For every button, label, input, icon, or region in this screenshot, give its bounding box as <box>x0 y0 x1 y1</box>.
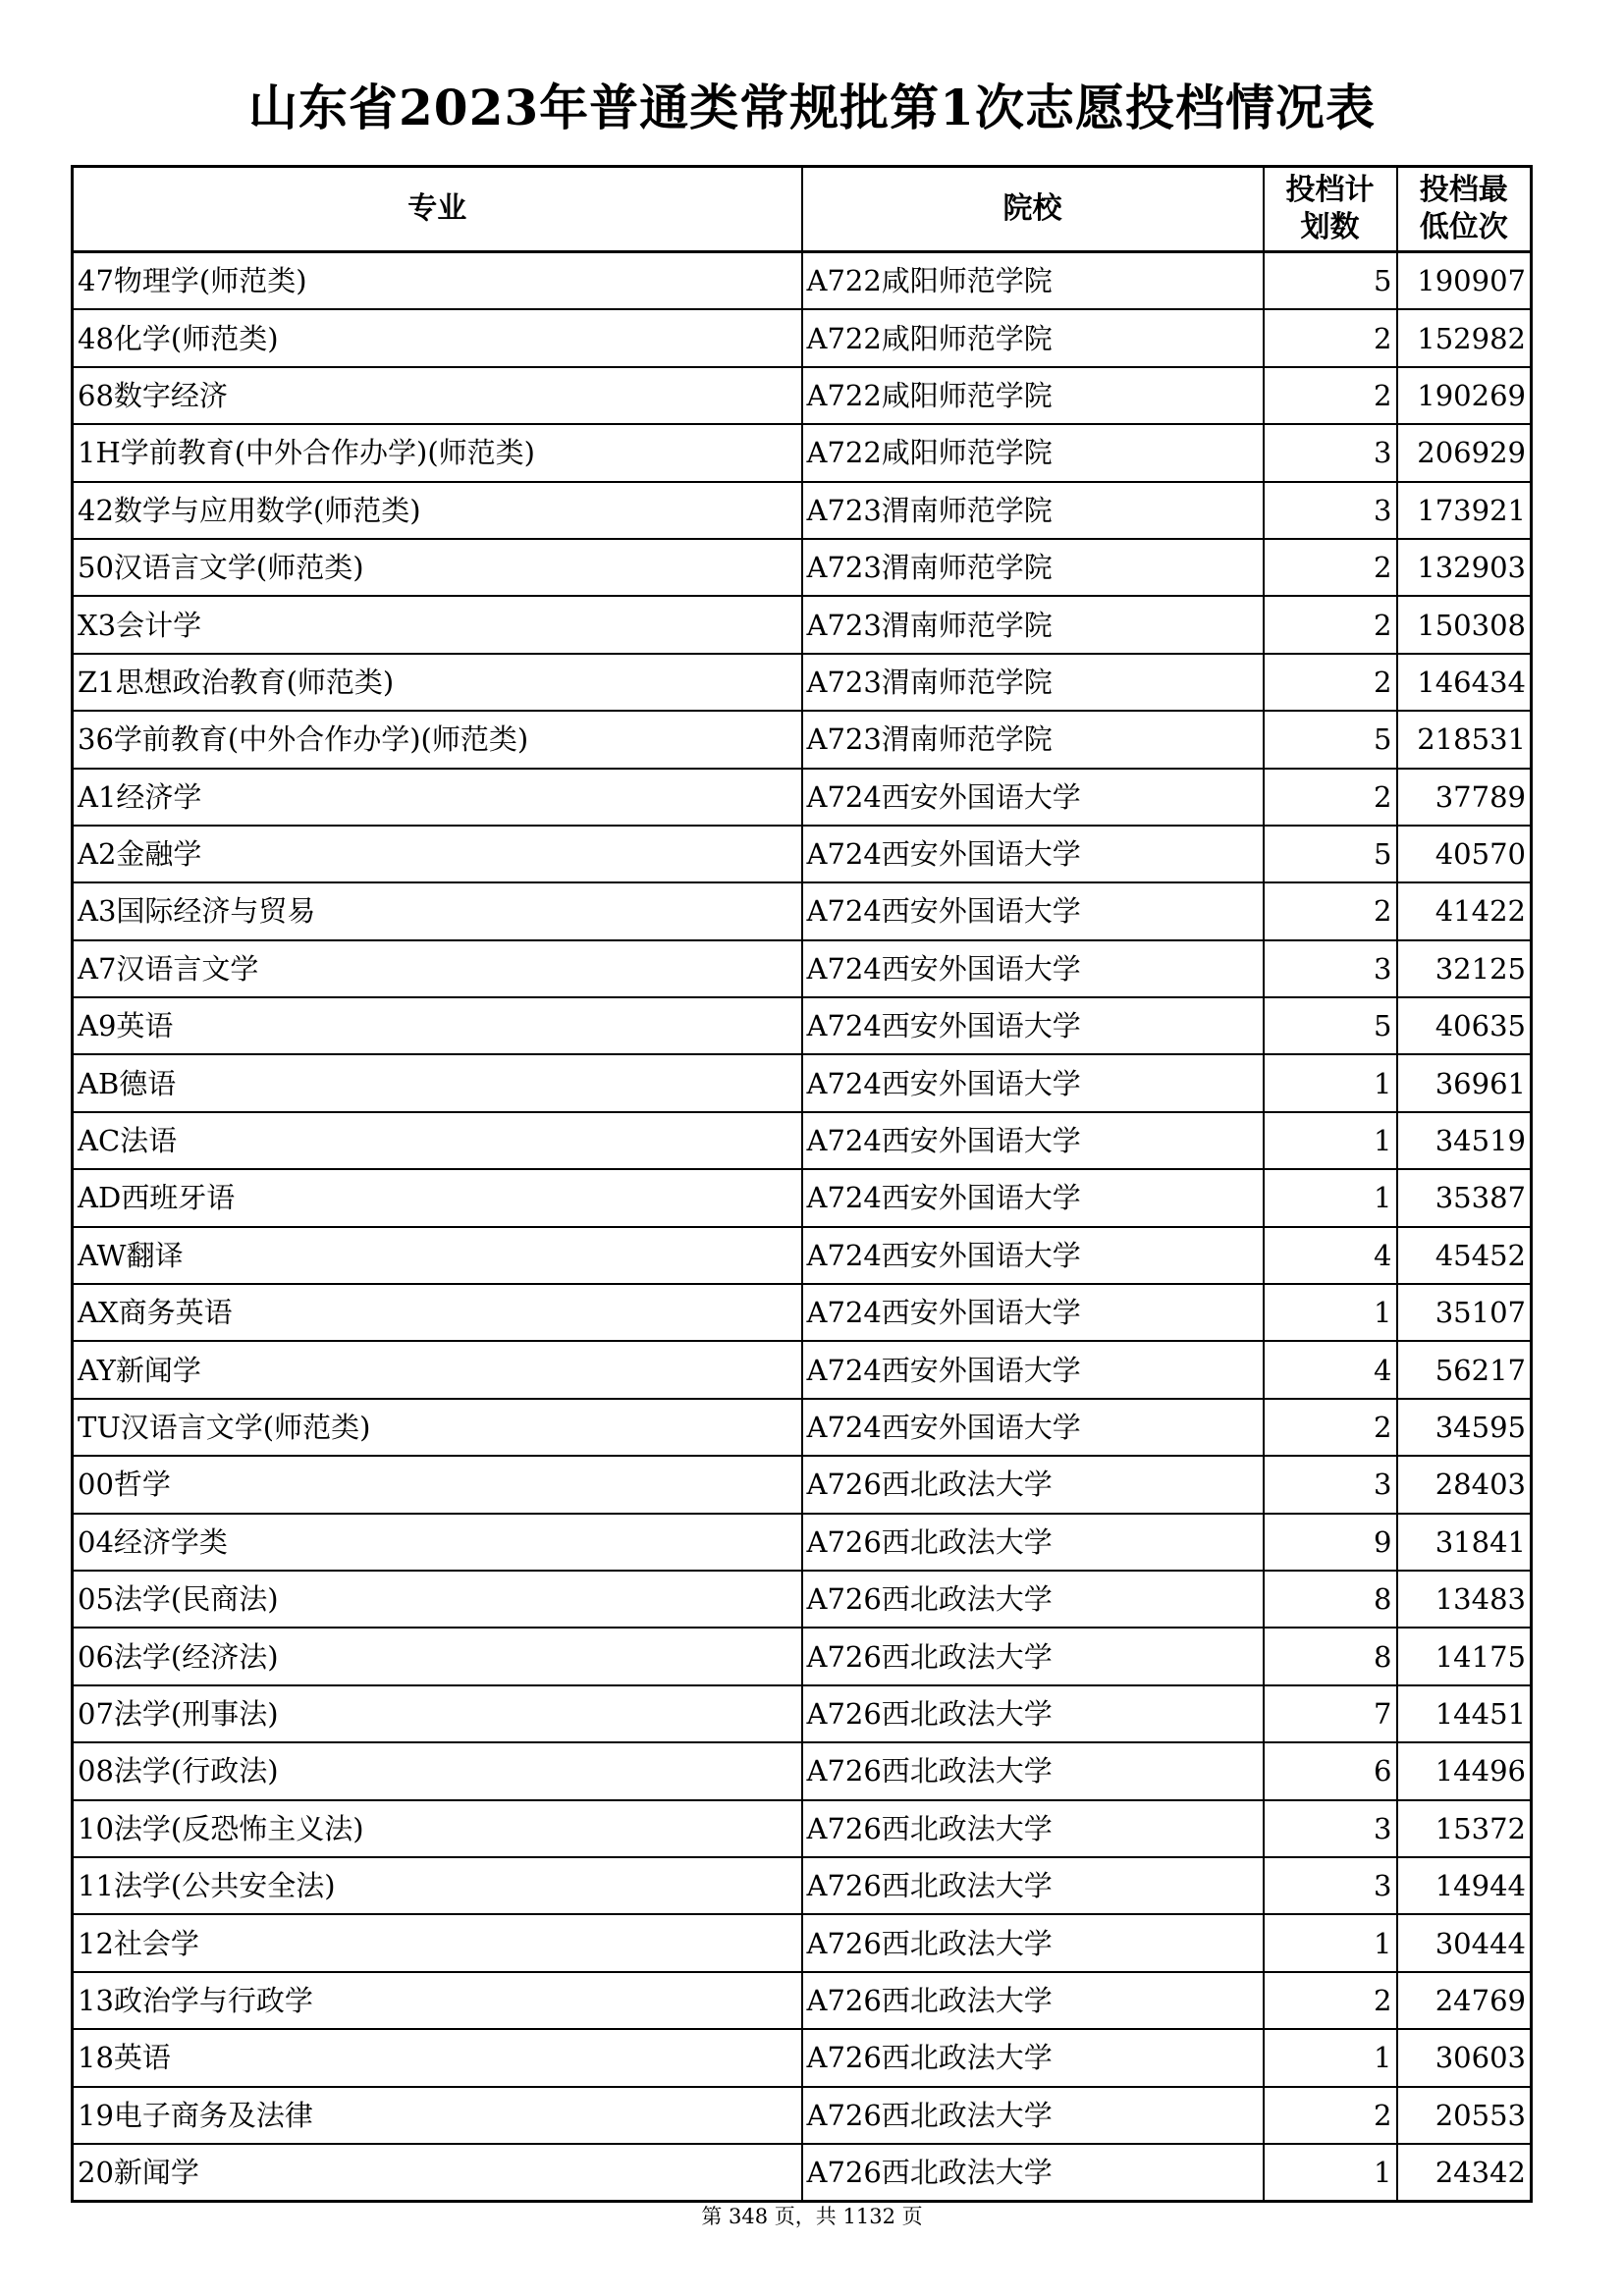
min-rank-cell: 35387 <box>1397 1169 1532 1226</box>
header-min-rank <box>1397 167 1532 252</box>
table-row <box>73 1800 1532 1857</box>
min-rank-cell: 31841 <box>1397 1514 1532 1571</box>
table-row <box>73 1169 1532 1226</box>
header-row <box>73 167 1532 252</box>
school-cell: A724西安外国语大学 <box>802 1227 1264 1284</box>
table-row <box>73 1571 1532 1628</box>
min-rank-cell: 36961 <box>1397 1054 1532 1111</box>
plan-count-cell: 3 <box>1264 482 1397 539</box>
school-cell: A723渭南师范学院 <box>802 482 1264 539</box>
header-rank-line2: 低位次 <box>1419 210 1508 244</box>
min-rank-cell: 14175 <box>1397 1628 1532 1684</box>
major-cell: 12社会学 <box>73 1914 802 1971</box>
plan-count-cell: 2 <box>1264 596 1397 653</box>
min-rank-cell: 28403 <box>1397 1456 1532 1513</box>
plan-count-cell: 2 <box>1264 539 1397 596</box>
plan-count-cell: 4 <box>1264 1341 1397 1398</box>
table-row <box>73 539 1532 596</box>
school-cell: A726西北政法大学 <box>802 1514 1264 1571</box>
plan-count-cell: 3 <box>1264 1857 1397 1914</box>
school-cell: A724西安外国语大学 <box>802 997 1264 1054</box>
plan-count-cell: 1 <box>1264 2029 1397 2086</box>
min-rank-cell: 30444 <box>1397 1914 1532 1971</box>
min-rank-cell: 40570 <box>1397 826 1532 882</box>
major-cell: AX商务英语 <box>73 1284 802 1341</box>
major-cell: 10法学(反恐怖主义法) <box>73 1800 802 1857</box>
header-major: 专业 <box>73 167 802 252</box>
table-row <box>73 482 1532 539</box>
table-row <box>73 1112 1532 1169</box>
min-rank-cell: 24342 <box>1397 2144 1532 2202</box>
major-cell: AB德语 <box>73 1054 802 1111</box>
page-footer: 第 348 页，共 1132 页 <box>701 2205 923 2228</box>
plan-count-cell: 5 <box>1264 711 1397 768</box>
page-title: 山东省2023年普通类常规批第1次志愿投档情况表 <box>248 79 1376 136</box>
header-plan-line1: 投档计 <box>1285 173 1375 207</box>
min-rank-cell: 35107 <box>1397 1284 1532 1341</box>
min-rank-cell: 14451 <box>1397 1685 1532 1742</box>
plan-count-cell: 2 <box>1264 1399 1397 1456</box>
plan-count-cell: 1 <box>1264 1914 1397 1971</box>
table-row <box>73 940 1532 997</box>
min-rank-cell: 173921 <box>1397 482 1532 539</box>
min-rank-cell: 132903 <box>1397 539 1532 596</box>
major-cell: A3国际经济与贸易 <box>73 882 802 939</box>
table-row <box>73 711 1532 768</box>
min-rank-cell: 34595 <box>1397 1399 1532 1456</box>
school-cell: A726西北政法大学 <box>802 1628 1264 1684</box>
header-plan-line2: 划数 <box>1300 210 1360 244</box>
table-row <box>73 252 1532 310</box>
min-rank-cell: 190269 <box>1397 367 1532 424</box>
major-cell: 47物理学(师范类) <box>73 252 802 310</box>
major-cell: A1经济学 <box>73 769 802 826</box>
plan-count-cell: 7 <box>1264 1685 1397 1742</box>
major-cell: 50汉语言文学(师范类) <box>73 539 802 596</box>
plan-count-cell: 8 <box>1264 1628 1397 1684</box>
table-row <box>73 1227 1532 1284</box>
school-cell: A726西北政法大学 <box>802 1571 1264 1628</box>
school-cell: A726西北政法大学 <box>802 2087 1264 2144</box>
min-rank-cell: 13483 <box>1397 1571 1532 1628</box>
plan-count-cell: 1 <box>1264 1169 1397 1226</box>
table-row <box>73 826 1532 882</box>
school-cell: A724西安外国语大学 <box>802 1341 1264 1398</box>
min-rank-cell: 14496 <box>1397 1742 1532 1799</box>
plan-count-cell: 2 <box>1264 367 1397 424</box>
plan-count-cell: 4 <box>1264 1227 1397 1284</box>
major-cell: AW翻译 <box>73 1227 802 1284</box>
major-cell: A2金融学 <box>73 826 802 882</box>
major-cell: 20新闻学 <box>73 2144 802 2202</box>
major-cell: 05法学(民商法) <box>73 1571 802 1628</box>
min-rank-cell: 32125 <box>1397 940 1532 997</box>
major-cell: 42数学与应用数学(师范类) <box>73 482 802 539</box>
major-cell: 11法学(公共安全法) <box>73 1857 802 1914</box>
major-cell: 18英语 <box>73 2029 802 2086</box>
table-row <box>73 596 1532 653</box>
table-row <box>73 1628 1532 1684</box>
table-row <box>73 1399 1532 1456</box>
plan-count-cell: 5 <box>1264 252 1397 310</box>
min-rank-cell: 56217 <box>1397 1341 1532 1398</box>
plan-count-cell: 1 <box>1264 1054 1397 1111</box>
major-cell: AC法语 <box>73 1112 802 1169</box>
table-row <box>73 1972 1532 2029</box>
plan-count-cell: 8 <box>1264 1571 1397 1628</box>
plan-count-cell: 1 <box>1264 1284 1397 1341</box>
major-cell: 68数字经济 <box>73 367 802 424</box>
header-plan-count <box>1264 167 1397 252</box>
major-cell: 48化学(师范类) <box>73 309 802 366</box>
table-row <box>73 1742 1532 1799</box>
min-rank-cell: 14944 <box>1397 1857 1532 1914</box>
school-cell: A726西北政法大学 <box>802 1456 1264 1513</box>
table-row <box>73 1456 1532 1513</box>
school-cell: A724西安外国语大学 <box>802 1054 1264 1111</box>
plan-count-cell: 2 <box>1264 769 1397 826</box>
table-row <box>73 654 1532 711</box>
school-cell: A722咸阳师范学院 <box>802 424 1264 481</box>
major-cell: 04经济学类 <box>73 1514 802 1571</box>
min-rank-cell: 37789 <box>1397 769 1532 826</box>
plan-count-cell: 3 <box>1264 1800 1397 1857</box>
table-row <box>73 997 1532 1054</box>
min-rank-cell: 24769 <box>1397 1972 1532 2029</box>
school-cell: A723渭南师范学院 <box>802 596 1264 653</box>
plan-count-cell: 3 <box>1264 1456 1397 1513</box>
school-cell: A724西安外国语大学 <box>802 882 1264 939</box>
min-rank-cell: 218531 <box>1397 711 1532 768</box>
school-cell: A724西安外国语大学 <box>802 1112 1264 1169</box>
school-cell: A723渭南师范学院 <box>802 654 1264 711</box>
min-rank-cell: 45452 <box>1397 1227 1532 1284</box>
major-cell: AD西班牙语 <box>73 1169 802 1226</box>
table-row <box>73 769 1532 826</box>
major-cell: X3会计学 <box>73 596 802 653</box>
plan-count-cell: 3 <box>1264 940 1397 997</box>
major-cell: Z1思想政治教育(师范类) <box>73 654 802 711</box>
min-rank-cell: 34519 <box>1397 1112 1532 1169</box>
table-row <box>73 2144 1532 2202</box>
table-row <box>73 1054 1532 1111</box>
school-cell: A722咸阳师范学院 <box>802 367 1264 424</box>
table-row <box>73 367 1532 424</box>
table-row <box>73 882 1532 939</box>
school-cell: A723渭南师范学院 <box>802 711 1264 768</box>
school-cell: A726西北政法大学 <box>802 1914 1264 1971</box>
admission-table <box>71 165 1533 2203</box>
table-row <box>73 1857 1532 1914</box>
school-cell: A723渭南师范学院 <box>802 539 1264 596</box>
table-row <box>73 1341 1532 1398</box>
school-cell: A724西安外国语大学 <box>802 769 1264 826</box>
min-rank-cell: 150308 <box>1397 596 1532 653</box>
table-row <box>73 2087 1532 2144</box>
min-rank-cell: 30603 <box>1397 2029 1532 2086</box>
major-cell: TU汉语言文学(师范类) <box>73 1399 802 1456</box>
major-cell: AY新闻学 <box>73 1341 802 1398</box>
major-cell: A7汉语言文学 <box>73 940 802 997</box>
school-cell: A726西北政法大学 <box>802 1800 1264 1857</box>
table-row <box>73 1284 1532 1341</box>
school-cell: A724西安外国语大学 <box>802 1399 1264 1456</box>
major-cell: 00哲学 <box>73 1456 802 1513</box>
school-cell: A722咸阳师范学院 <box>802 309 1264 366</box>
plan-count-cell: 2 <box>1264 654 1397 711</box>
major-cell: A9英语 <box>73 997 802 1054</box>
plan-count-cell: 2 <box>1264 309 1397 366</box>
school-cell: A724西安外国语大学 <box>802 1169 1264 1226</box>
major-cell: 07法学(刑事法) <box>73 1685 802 1742</box>
plan-count-cell: 2 <box>1264 1972 1397 2029</box>
plan-count-cell: 5 <box>1264 826 1397 882</box>
major-cell: 19电子商务及法律 <box>73 2087 802 2144</box>
min-rank-cell: 15372 <box>1397 1800 1532 1857</box>
major-cell: 08法学(行政法) <box>73 1742 802 1799</box>
school-cell: A726西北政法大学 <box>802 1972 1264 2029</box>
major-cell: 06法学(经济法) <box>73 1628 802 1684</box>
school-cell: A724西安外国语大学 <box>802 940 1264 997</box>
plan-count-cell: 2 <box>1264 2087 1397 2144</box>
table-row <box>73 1685 1532 1742</box>
min-rank-cell: 206929 <box>1397 424 1532 481</box>
plan-count-cell: 5 <box>1264 997 1397 1054</box>
min-rank-cell: 41422 <box>1397 882 1532 939</box>
header-rank-line1: 投档最 <box>1419 173 1508 207</box>
plan-count-cell: 1 <box>1264 1112 1397 1169</box>
plan-count-cell: 2 <box>1264 882 1397 939</box>
school-cell: A726西北政法大学 <box>802 1857 1264 1914</box>
table-row <box>73 1914 1532 1971</box>
school-cell: A726西北政法大学 <box>802 2029 1264 2086</box>
table-row <box>73 309 1532 366</box>
min-rank-cell: 190907 <box>1397 252 1532 310</box>
min-rank-cell: 146434 <box>1397 654 1532 711</box>
major-cell: 13政治学与行政学 <box>73 1972 802 2029</box>
school-cell: A726西北政法大学 <box>802 1685 1264 1742</box>
school-cell: A724西安外国语大学 <box>802 1284 1264 1341</box>
header-school: 院校 <box>802 167 1264 252</box>
min-rank-cell: 152982 <box>1397 309 1532 366</box>
min-rank-cell: 40635 <box>1397 997 1532 1054</box>
table-row <box>73 424 1532 481</box>
plan-count-cell: 9 <box>1264 1514 1397 1571</box>
table-row <box>73 2029 1532 2086</box>
school-cell: A726西北政法大学 <box>802 1742 1264 1799</box>
school-cell: A724西安外国语大学 <box>802 826 1264 882</box>
school-cell: A726西北政法大学 <box>802 2144 1264 2202</box>
plan-count-cell: 1 <box>1264 2144 1397 2202</box>
major-cell: 1H学前教育(中外合作办学)(师范类) <box>73 424 802 481</box>
table-row <box>73 1514 1532 1571</box>
min-rank-cell: 20553 <box>1397 2087 1532 2144</box>
plan-count-cell: 6 <box>1264 1742 1397 1799</box>
school-cell: A722咸阳师范学院 <box>802 252 1264 310</box>
plan-count-cell: 3 <box>1264 424 1397 481</box>
major-cell: 36学前教育(中外合作办学)(师范类) <box>73 711 802 768</box>
